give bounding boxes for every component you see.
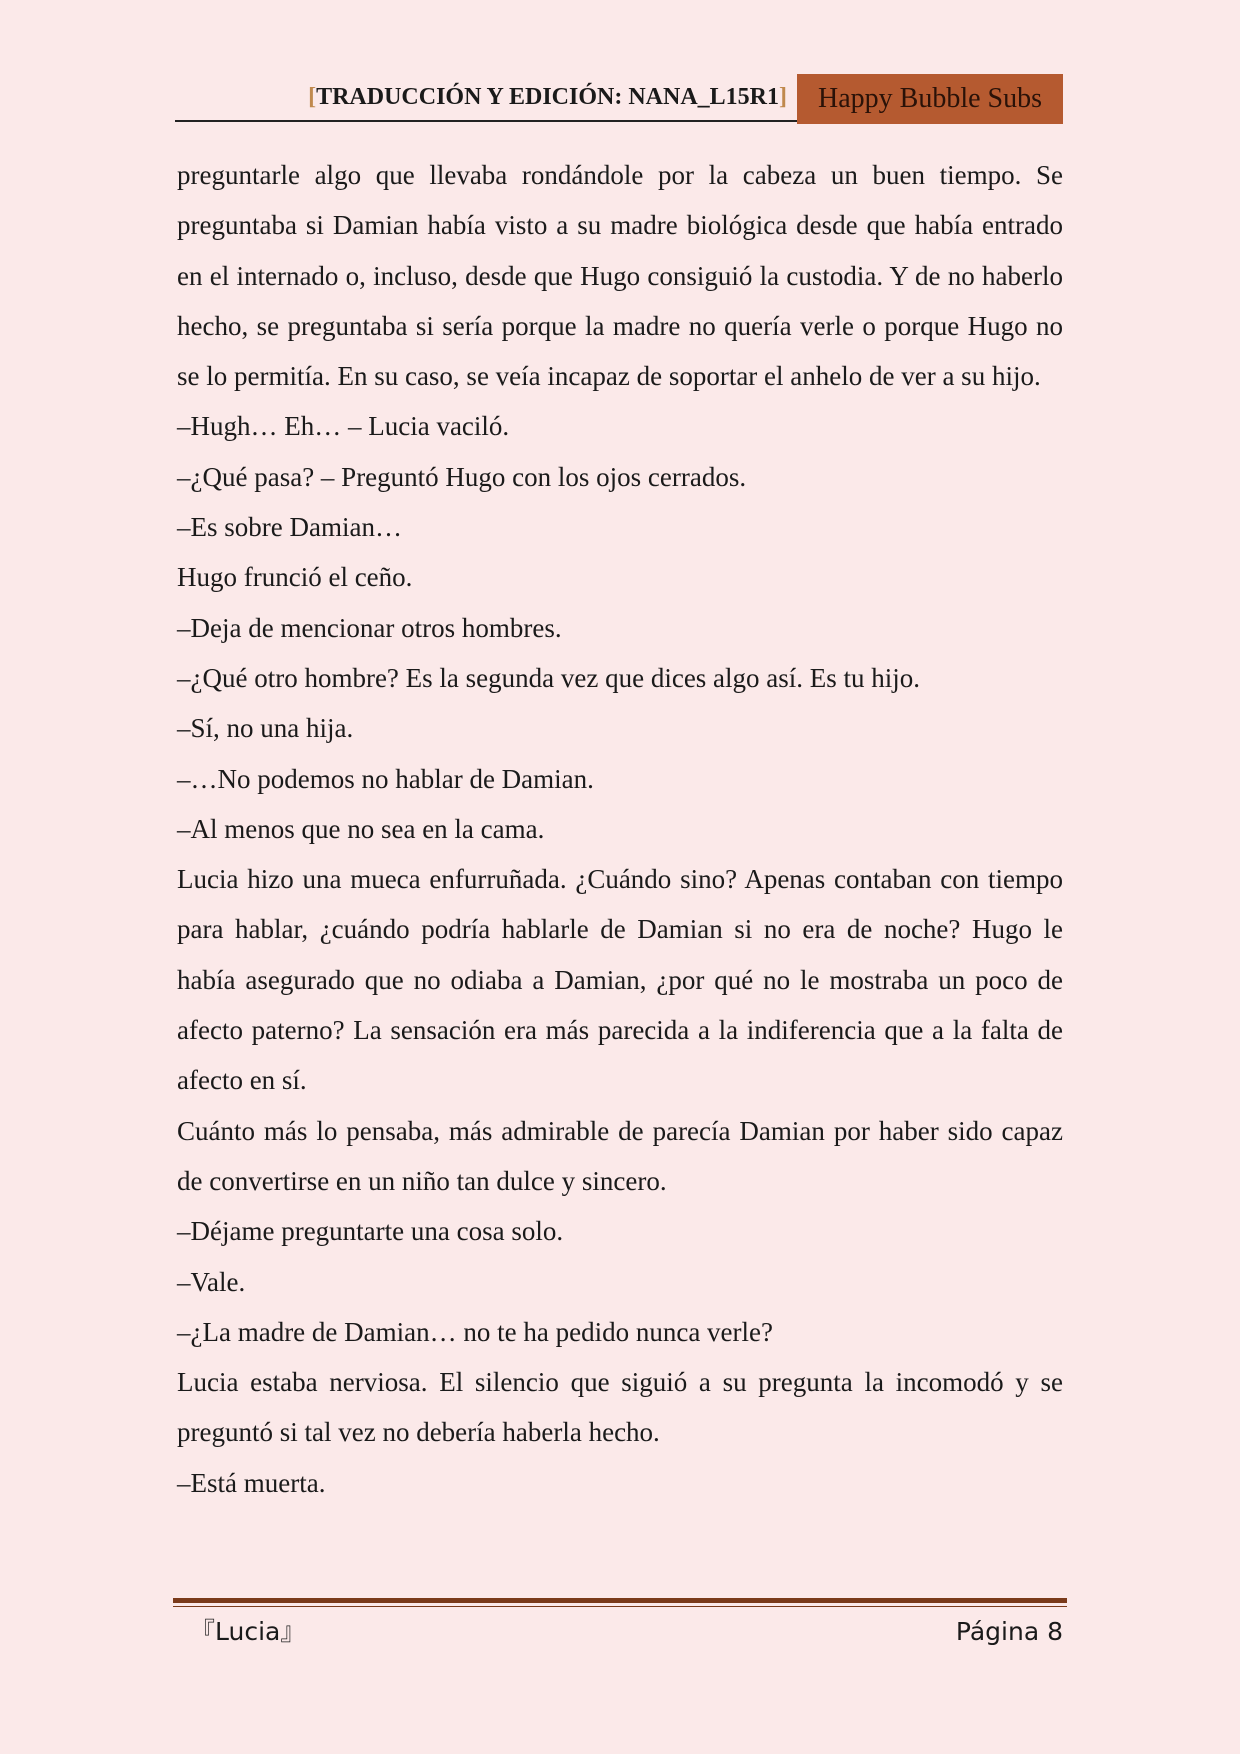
page-header [175,74,1063,124]
paragraph: Hugo frunció el ceño. [177,562,413,593]
header-title-block [175,74,797,122]
header-bracket-open: [ [308,84,317,110]
header-title: TRADUCCIÓN Y EDICIÓN: NANA_L15R1 [316,84,779,110]
paragraph: –Deja de mencionar otros hombres. [177,612,562,643]
paragraph: preguntarle algo que llevaba rondándole por la cabeza un buen tiempo. Se preguntaba si Damian había visto a su madre biológica desde que había entrado en el internado o, incluso, desde que Hugo consiguió la custodia. Y de no haberlo hecho, se preguntaba si sería porque la madre no quería verle o porque Hugo no se lo permitía. En su caso, se veía incapaz de soportar el anhelo de ver a su hijo. [177,160,1063,392]
paragraph: –¿Qué otro hombre? Es la segunda vez que dices algo así. Es tu hijo. [177,662,921,693]
body-text [177,150,1063,1508]
paragraph: Lucia estaba nerviosa. El silencio que siguió a su pregunta la incomodó y se preguntó si tal vez no debería haberla hecho. [177,1367,1063,1448]
paragraph: –…No podemos no hablar de Damian. [177,763,594,794]
paragraph: –Al menos que no sea en la cama. [177,813,545,844]
header-bracket-close: ] [779,84,787,110]
paragraph: –Hugh… Eh… – Lucia vaciló. [177,411,510,442]
paragraph: Cuánto más lo pensaba, más admirable de parecía Damian por haber sido capaz de convertirse en un niño tan dulce y sincero. [177,1115,1063,1196]
paragraph: –Está muerta. [177,1467,326,1498]
paragraph: –¿La madre de Damian… no te ha pedido nunca verle? [177,1316,773,1347]
paragraph: –Déjame preguntarte una cosa solo. [177,1216,564,1247]
footer-page-number: Página 8 [955,1617,1063,1646]
paragraph: –¿Qué pasa? – Preguntó Hugo con los ojos cerrados. [177,461,747,492]
paragraph: –Es sobre Damian… [177,512,402,543]
paragraph: –Sí, no una hija. [177,713,354,744]
paragraph: –Vale. [177,1266,246,1297]
footer-book-title: 『Lucia』 [190,1617,306,1646]
footer-divider-thick [173,1598,1067,1603]
header-brand: Happy Bubble Subs [797,74,1063,124]
footer-divider-thin [173,1606,1067,1607]
paragraph: Lucia hizo una mueca enfurruñada. ¿Cuándo sino? Apenas contaban con tiempo para hablar, ¿cuándo podría hablarle de Damian si no era de noche? Hugo le había asegurado que no odiaba a Damian, ¿por qué no le mostraba un poco de afecto paterno? La sensación era más parecida a la indiferencia que a la falta de afecto en sí. [177,864,1063,1096]
